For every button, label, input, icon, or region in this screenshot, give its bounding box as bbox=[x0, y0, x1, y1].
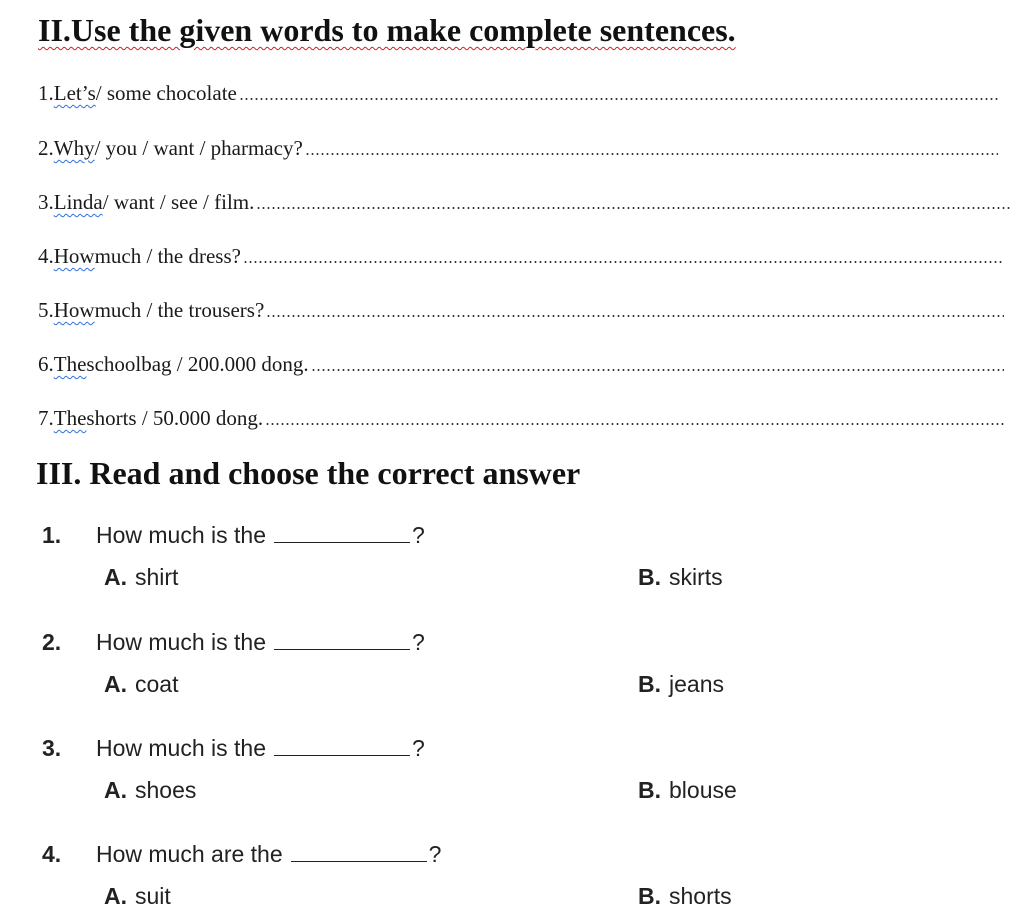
option-letter: B. bbox=[638, 564, 661, 590]
answer-dotted-line[interactable] bbox=[243, 261, 1004, 263]
answer-dotted-line[interactable] bbox=[266, 315, 1004, 317]
answer-blank[interactable] bbox=[274, 649, 410, 650]
sentence-lead: How bbox=[53, 298, 95, 322]
question-2-stem bbox=[42, 629, 425, 656]
option-letter: A. bbox=[104, 777, 127, 803]
sentence-number: 4. bbox=[38, 244, 54, 268]
sentence-lead: The bbox=[53, 352, 87, 376]
sentence-prompt: schoolbag / 200.000 dong. bbox=[86, 352, 309, 376]
sentence-prompt: / you / want / pharmacy? bbox=[94, 136, 303, 160]
option-letter: B. bbox=[638, 777, 661, 803]
sentence-lead: The bbox=[53, 406, 87, 430]
sentence-number: 7. bbox=[38, 406, 54, 430]
option-text: jeans bbox=[669, 671, 724, 697]
question-1-option-b[interactable] bbox=[638, 564, 723, 591]
answer-dotted-line[interactable] bbox=[239, 98, 998, 100]
section-3-title: III. Read and choose the correct answer bbox=[36, 455, 581, 491]
answer-blank[interactable] bbox=[274, 755, 410, 756]
question-mark: ? bbox=[412, 522, 425, 548]
option-text: suit bbox=[135, 883, 171, 909]
answer-dotted-line[interactable] bbox=[311, 369, 1004, 371]
answer-dotted-line[interactable] bbox=[256, 207, 1010, 209]
sentence-number: 6. bbox=[38, 352, 54, 376]
question-4-option-b[interactable] bbox=[638, 883, 732, 910]
question-text: How much is the bbox=[96, 629, 267, 655]
sentence-number: 5. bbox=[38, 298, 54, 322]
sentence-line-5 bbox=[38, 293, 1004, 323]
option-letter: B. bbox=[638, 671, 661, 697]
section-2-title: II.Use the given words to make complete sentences. bbox=[38, 12, 736, 48]
sentence-number: 1. bbox=[38, 81, 54, 105]
sentence-lead: Linda bbox=[53, 190, 103, 214]
question-number: 2. bbox=[42, 629, 62, 655]
sentence-prompt: / want / see / film. bbox=[102, 190, 255, 214]
option-text: skirts bbox=[669, 564, 723, 590]
option-letter: A. bbox=[104, 564, 127, 590]
question-1-option-a[interactable] bbox=[104, 564, 178, 591]
sentence-line-1 bbox=[38, 76, 998, 106]
answer-dotted-line[interactable] bbox=[305, 153, 998, 155]
sentence-line-3 bbox=[38, 185, 1010, 215]
sentence-lead: How bbox=[53, 244, 95, 268]
sentence-line-6 bbox=[38, 347, 1004, 377]
sentence-prompt: / some chocolate bbox=[95, 81, 237, 105]
option-letter: A. bbox=[104, 671, 127, 697]
question-mark: ? bbox=[412, 629, 425, 655]
question-text: How much is the bbox=[96, 735, 267, 761]
sentence-line-2 bbox=[38, 131, 998, 161]
option-letter: B. bbox=[638, 883, 661, 909]
sentence-prompt: much / the trousers? bbox=[94, 298, 265, 322]
question-text: How much is the bbox=[96, 522, 267, 548]
sentence-lead: Why bbox=[53, 136, 95, 160]
question-2-option-b[interactable] bbox=[638, 671, 724, 698]
option-text: shorts bbox=[669, 883, 732, 909]
question-number: 1. bbox=[42, 522, 62, 548]
option-letter: A. bbox=[104, 883, 127, 909]
answer-blank[interactable] bbox=[274, 542, 410, 543]
sentence-lead: Let’s bbox=[53, 81, 96, 105]
option-text: coat bbox=[135, 671, 179, 697]
question-mark: ? bbox=[428, 841, 442, 867]
question-number: 3. bbox=[42, 735, 62, 761]
question-4-stem bbox=[42, 841, 441, 868]
option-text: shoes bbox=[135, 777, 197, 803]
question-number: 4. bbox=[42, 841, 62, 867]
option-text: shirt bbox=[135, 564, 179, 590]
sentence-line-7 bbox=[38, 401, 1006, 431]
answer-blank[interactable] bbox=[291, 861, 427, 862]
question-3-option-b[interactable] bbox=[638, 777, 737, 804]
question-4-option-a[interactable] bbox=[104, 883, 171, 910]
question-1-stem bbox=[42, 522, 425, 549]
sentence-number: 3. bbox=[38, 190, 54, 214]
question-2-option-a[interactable] bbox=[104, 671, 178, 698]
answer-dotted-line[interactable] bbox=[265, 423, 1006, 425]
question-mark: ? bbox=[412, 735, 425, 761]
question-3-option-a[interactable] bbox=[104, 777, 196, 804]
question-text: How much are the bbox=[96, 841, 283, 867]
sentence-prompt: shorts / 50.000 dong. bbox=[86, 406, 264, 430]
sentence-prompt: much / the dress? bbox=[94, 244, 241, 268]
question-3-stem bbox=[42, 735, 425, 762]
sentence-line-4 bbox=[38, 239, 1004, 269]
sentence-number: 2. bbox=[38, 136, 54, 160]
option-text: blouse bbox=[669, 777, 737, 803]
